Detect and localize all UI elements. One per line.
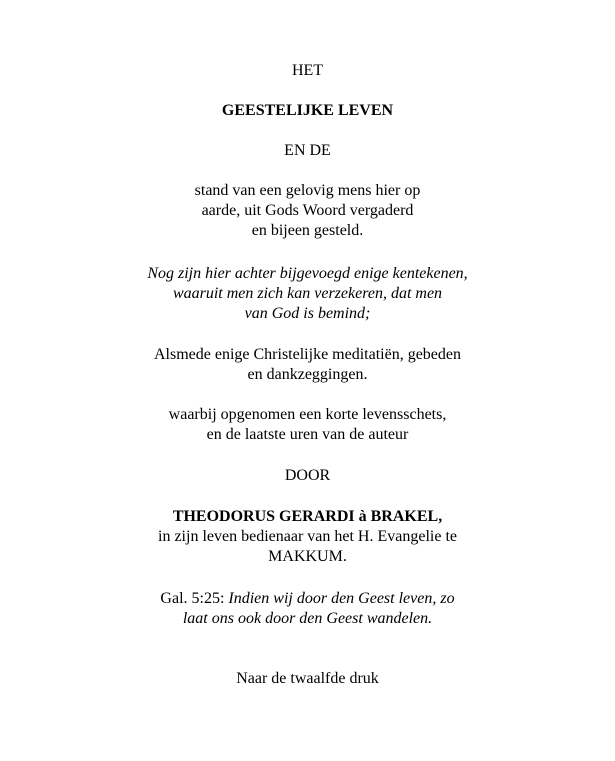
edition-text: Naar de twaalfde druk: [236, 670, 379, 687]
quote-line-2: laat ons ook door den Geest wandelen.: [182, 610, 433, 627]
alsmede-line: en dankzeggingen.: [247, 366, 368, 383]
quote-line-1: [0, 589, 615, 609]
heading-en-de: [0, 141, 615, 161]
subtitle-stand: [0, 181, 615, 241]
edition-note: [0, 669, 615, 689]
door-text: DOOR: [284, 467, 331, 484]
heading-door: [0, 466, 615, 486]
nog-line: waaruit men zich kan verzekeren, dat men: [172, 285, 443, 302]
alsmede-line: Alsmede enige Christelijke meditatiën, gebeden: [153, 346, 461, 363]
en-de-text: EN DE: [284, 142, 331, 159]
book-title: [0, 101, 615, 121]
stand-line: en bijeen gesteld.: [251, 222, 364, 239]
scripture-reference: Gal. 5:25:: [160, 590, 225, 607]
het-text: HET: [291, 62, 324, 79]
waarbij-line: en de laatste uren van de auteur: [206, 426, 409, 443]
book-title-text: GEESTELIJKE LEVEN: [221, 102, 394, 119]
subtitle-meditaties: [0, 345, 615, 385]
nog-line: van God is bemind;: [244, 305, 371, 322]
heading-het: [0, 61, 615, 81]
subtitle-kentekenen: [0, 264, 615, 324]
waarbij-line: waarbij opgenomen een korte levensschets,: [168, 406, 447, 423]
stand-line: aarde, uit Gods Woord vergaderd: [201, 202, 414, 219]
author-line: MAKKUM.: [268, 548, 347, 565]
author-line: in zijn leven bedienaar van het H. Evangelie te: [158, 528, 457, 545]
quote-text: Indien wij door den Geest leven, zo: [228, 590, 455, 607]
scripture-quote: [0, 589, 615, 629]
nog-line: Nog zijn hier achter bijgevoegd enige kentekenen,: [147, 265, 468, 282]
author-block: [0, 507, 615, 567]
author-name: THEODORUS GERARDI à BRAKEL,: [172, 508, 443, 525]
subtitle-levensschets: [0, 405, 615, 445]
stand-line: stand van een gelovig mens hier op: [194, 182, 421, 199]
